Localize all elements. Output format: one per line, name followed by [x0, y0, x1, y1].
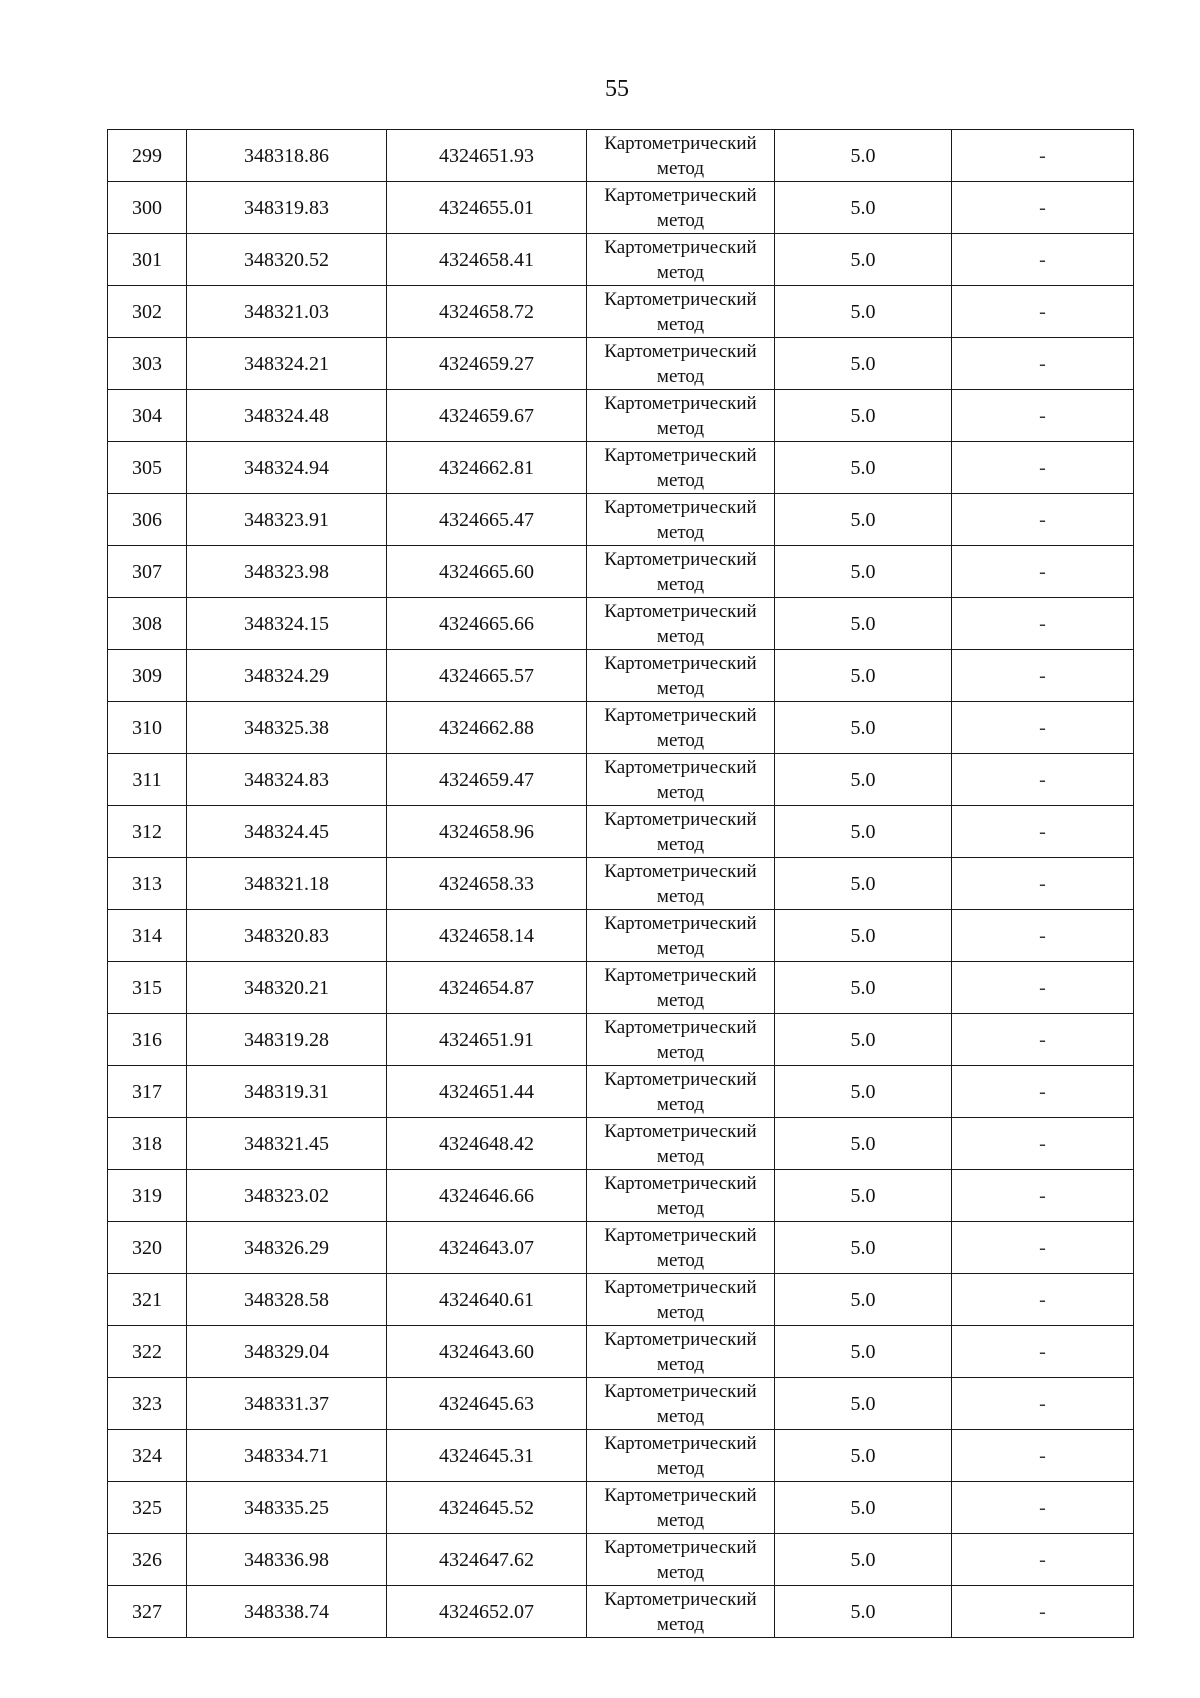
note-cell: - — [952, 130, 1134, 182]
note-cell: - — [952, 1534, 1134, 1586]
method-cell — [587, 546, 775, 598]
point-number-cell: 327 — [108, 1586, 187, 1638]
method-line-2: метод — [656, 210, 705, 231]
y-coordinate-cell: 4324665.60 — [387, 546, 587, 598]
x-coordinate-cell: 348328.58 — [187, 1274, 387, 1326]
accuracy-cell: 5.0 — [775, 1066, 952, 1118]
x-coordinate-cell: 348324.45 — [187, 806, 387, 858]
accuracy-cell: 5.0 — [775, 494, 952, 546]
y-coordinate-cell: 4324665.47 — [387, 494, 587, 546]
method-cell — [587, 1482, 775, 1534]
y-coordinate-cell: 4324640.61 — [387, 1274, 587, 1326]
note-cell: - — [952, 442, 1134, 494]
table-row — [108, 494, 1134, 546]
point-number-cell: 300 — [108, 182, 187, 234]
accuracy-cell: 5.0 — [775, 1378, 952, 1430]
table-row — [108, 1274, 1134, 1326]
method-cell — [587, 754, 775, 806]
y-coordinate-cell: 4324648.42 — [387, 1118, 587, 1170]
note-cell: - — [952, 650, 1134, 702]
y-coordinate-cell: 4324665.66 — [387, 598, 587, 650]
method-line-2: метод — [656, 938, 705, 959]
accuracy-cell: 5.0 — [775, 1482, 952, 1534]
y-coordinate-cell: 4324643.07 — [387, 1222, 587, 1274]
accuracy-cell: 5.0 — [775, 1326, 952, 1378]
y-coordinate-cell: 4324658.41 — [387, 234, 587, 286]
accuracy-cell: 5.0 — [775, 1014, 952, 1066]
y-coordinate-cell: 4324658.96 — [387, 806, 587, 858]
y-coordinate-cell: 4324659.67 — [387, 390, 587, 442]
method-cell — [587, 1326, 775, 1378]
table-row — [108, 1170, 1134, 1222]
method-line-1: Картометрический — [604, 237, 757, 258]
table-row — [108, 1378, 1134, 1430]
method-line-2: метод — [656, 1562, 705, 1583]
method-line-2: метод — [656, 834, 705, 855]
table-row — [108, 442, 1134, 494]
x-coordinate-cell: 348323.98 — [187, 546, 387, 598]
method-line-2: метод — [656, 1094, 705, 1115]
method-line-2: метод — [656, 730, 705, 751]
note-cell: - — [952, 1170, 1134, 1222]
point-number-cell: 305 — [108, 442, 187, 494]
table-row — [108, 650, 1134, 702]
method-line-2: метод — [656, 314, 705, 335]
method-line-2: метод — [656, 886, 705, 907]
note-cell: - — [952, 702, 1134, 754]
note-cell: - — [952, 546, 1134, 598]
x-coordinate-cell: 348324.83 — [187, 754, 387, 806]
method-line-1: Картометрический — [604, 185, 757, 206]
x-coordinate-cell: 348324.48 — [187, 390, 387, 442]
table-row — [108, 1430, 1134, 1482]
table-row — [108, 338, 1134, 390]
method-cell — [587, 910, 775, 962]
table-row — [108, 806, 1134, 858]
table-row — [108, 962, 1134, 1014]
x-coordinate-cell: 348324.94 — [187, 442, 387, 494]
table-row — [108, 910, 1134, 962]
method-cell — [587, 702, 775, 754]
method-cell — [587, 858, 775, 910]
y-coordinate-cell: 4324658.33 — [387, 858, 587, 910]
method-line-1: Картометрический — [604, 1173, 757, 1194]
method-line-1: Картометрический — [604, 1433, 757, 1454]
point-number-cell: 301 — [108, 234, 187, 286]
method-line-1: Картометрический — [604, 757, 757, 778]
point-number-cell: 309 — [108, 650, 187, 702]
method-line-1: Картометрический — [604, 497, 757, 518]
page-number: 55 — [605, 76, 629, 102]
method-line-1: Картометрический — [604, 1537, 757, 1558]
method-line-1: Картометрический — [604, 133, 757, 154]
method-cell — [587, 182, 775, 234]
point-number-cell: 318 — [108, 1118, 187, 1170]
table-row — [108, 390, 1134, 442]
table-row — [108, 182, 1134, 234]
table-row — [108, 702, 1134, 754]
x-coordinate-cell: 348321.18 — [187, 858, 387, 910]
method-cell — [587, 1274, 775, 1326]
point-number-cell: 326 — [108, 1534, 187, 1586]
accuracy-cell: 5.0 — [775, 1274, 952, 1326]
coordinates-table-body — [108, 130, 1134, 1638]
y-coordinate-cell: 4324646.66 — [387, 1170, 587, 1222]
x-coordinate-cell: 348329.04 — [187, 1326, 387, 1378]
method-line-1: Картометрический — [604, 653, 757, 674]
table-row — [108, 1586, 1134, 1638]
x-coordinate-cell: 348319.83 — [187, 182, 387, 234]
note-cell: - — [952, 338, 1134, 390]
note-cell: - — [952, 910, 1134, 962]
x-coordinate-cell: 348320.21 — [187, 962, 387, 1014]
point-number-cell: 320 — [108, 1222, 187, 1274]
y-coordinate-cell: 4324651.91 — [387, 1014, 587, 1066]
accuracy-cell: 5.0 — [775, 754, 952, 806]
y-coordinate-cell: 4324651.93 — [387, 130, 587, 182]
method-cell — [587, 1430, 775, 1482]
y-coordinate-cell: 4324659.47 — [387, 754, 587, 806]
coordinates-table — [107, 129, 1134, 1638]
accuracy-cell: 5.0 — [775, 910, 952, 962]
method-cell — [587, 1534, 775, 1586]
y-coordinate-cell: 4324645.31 — [387, 1430, 587, 1482]
y-coordinate-cell: 4324662.81 — [387, 442, 587, 494]
method-line-2: метод — [656, 626, 705, 647]
x-coordinate-cell: 348334.71 — [187, 1430, 387, 1482]
point-number-cell: 303 — [108, 338, 187, 390]
y-coordinate-cell: 4324647.62 — [387, 1534, 587, 1586]
table-row — [108, 1118, 1134, 1170]
method-line-1: Картометрический — [604, 549, 757, 570]
point-number-cell: 310 — [108, 702, 187, 754]
method-cell — [587, 1118, 775, 1170]
note-cell: - — [952, 1118, 1134, 1170]
note-cell: - — [952, 286, 1134, 338]
y-coordinate-cell: 4324655.01 — [387, 182, 587, 234]
method-line-1: Картометрический — [604, 341, 757, 362]
note-cell: - — [952, 1274, 1134, 1326]
y-coordinate-cell: 4324652.07 — [387, 1586, 587, 1638]
table-row — [108, 1326, 1134, 1378]
note-cell: - — [952, 390, 1134, 442]
method-line-2: метод — [656, 1302, 705, 1323]
method-cell — [587, 598, 775, 650]
accuracy-cell: 5.0 — [775, 1534, 952, 1586]
x-coordinate-cell: 348321.03 — [187, 286, 387, 338]
point-number-cell: 308 — [108, 598, 187, 650]
x-coordinate-cell: 348318.86 — [187, 130, 387, 182]
x-coordinate-cell: 348320.83 — [187, 910, 387, 962]
point-number-cell: 321 — [108, 1274, 187, 1326]
x-coordinate-cell: 348323.91 — [187, 494, 387, 546]
note-cell: - — [952, 754, 1134, 806]
method-line-2: метод — [656, 1198, 705, 1219]
table-row — [108, 598, 1134, 650]
point-number-cell: 323 — [108, 1378, 187, 1430]
point-number-cell: 313 — [108, 858, 187, 910]
note-cell: - — [952, 1014, 1134, 1066]
method-line-2: метод — [656, 1406, 705, 1427]
table-row — [108, 234, 1134, 286]
method-line-1: Картометрический — [604, 601, 757, 622]
point-number-cell: 325 — [108, 1482, 187, 1534]
accuracy-cell: 5.0 — [775, 702, 952, 754]
method-cell — [587, 1014, 775, 1066]
accuracy-cell: 5.0 — [775, 598, 952, 650]
note-cell: - — [952, 234, 1134, 286]
method-cell — [587, 962, 775, 1014]
point-number-cell: 299 — [108, 130, 187, 182]
note-cell: - — [952, 962, 1134, 1014]
point-number-cell: 316 — [108, 1014, 187, 1066]
method-line-2: метод — [656, 678, 705, 699]
note-cell: - — [952, 858, 1134, 910]
note-cell: - — [952, 182, 1134, 234]
accuracy-cell: 5.0 — [775, 1430, 952, 1482]
method-line-1: Картометрический — [604, 289, 757, 310]
method-line-1: Картометрический — [604, 861, 757, 882]
method-line-2: метод — [656, 1458, 705, 1479]
method-line-1: Картометрический — [604, 445, 757, 466]
accuracy-cell: 5.0 — [775, 650, 952, 702]
note-cell: - — [952, 1378, 1134, 1430]
method-line-2: метод — [656, 522, 705, 543]
method-cell — [587, 1066, 775, 1118]
table-row — [108, 858, 1134, 910]
method-cell — [587, 442, 775, 494]
x-coordinate-cell: 348336.98 — [187, 1534, 387, 1586]
accuracy-cell: 5.0 — [775, 286, 952, 338]
accuracy-cell: 5.0 — [775, 442, 952, 494]
table-row — [108, 546, 1134, 598]
x-coordinate-cell: 348320.52 — [187, 234, 387, 286]
x-coordinate-cell: 348324.21 — [187, 338, 387, 390]
note-cell: - — [952, 1326, 1134, 1378]
point-number-cell: 314 — [108, 910, 187, 962]
method-line-1: Картометрический — [604, 809, 757, 830]
method-line-1: Картометрический — [604, 965, 757, 986]
method-line-1: Картометрический — [604, 1277, 757, 1298]
point-number-cell: 312 — [108, 806, 187, 858]
y-coordinate-cell: 4324645.63 — [387, 1378, 587, 1430]
y-coordinate-cell: 4324645.52 — [387, 1482, 587, 1534]
accuracy-cell: 5.0 — [775, 338, 952, 390]
x-coordinate-cell: 348324.15 — [187, 598, 387, 650]
y-coordinate-cell: 4324651.44 — [387, 1066, 587, 1118]
point-number-cell: 304 — [108, 390, 187, 442]
x-coordinate-cell: 348323.02 — [187, 1170, 387, 1222]
method-line-1: Картометрический — [604, 1017, 757, 1038]
point-number-cell: 317 — [108, 1066, 187, 1118]
method-line-1: Картометрический — [604, 1121, 757, 1142]
table-row — [108, 1222, 1134, 1274]
accuracy-cell: 5.0 — [775, 858, 952, 910]
x-coordinate-cell: 348321.45 — [187, 1118, 387, 1170]
method-line-2: метод — [656, 1354, 705, 1375]
method-line-2: метод — [656, 1042, 705, 1063]
table-row — [108, 286, 1134, 338]
y-coordinate-cell: 4324659.27 — [387, 338, 587, 390]
accuracy-cell: 5.0 — [775, 234, 952, 286]
method-line-2: метод — [656, 418, 705, 439]
method-cell — [587, 390, 775, 442]
point-number-cell: 322 — [108, 1326, 187, 1378]
point-number-cell: 315 — [108, 962, 187, 1014]
x-coordinate-cell: 348324.29 — [187, 650, 387, 702]
method-cell — [587, 338, 775, 390]
method-line-1: Картометрический — [604, 705, 757, 726]
point-number-cell: 324 — [108, 1430, 187, 1482]
method-cell — [587, 1586, 775, 1638]
note-cell: - — [952, 1066, 1134, 1118]
method-line-1: Картометрический — [604, 1485, 757, 1506]
y-coordinate-cell: 4324662.88 — [387, 702, 587, 754]
method-line-2: метод — [656, 158, 705, 179]
point-number-cell: 306 — [108, 494, 187, 546]
method-line-2: метод — [656, 470, 705, 491]
note-cell: - — [952, 494, 1134, 546]
method-line-1: Картометрический — [604, 393, 757, 414]
accuracy-cell: 5.0 — [775, 1118, 952, 1170]
method-cell — [587, 806, 775, 858]
note-cell: - — [952, 806, 1134, 858]
table-row — [108, 130, 1134, 182]
accuracy-cell: 5.0 — [775, 806, 952, 858]
method-line-1: Картометрический — [604, 1381, 757, 1402]
x-coordinate-cell: 348335.25 — [187, 1482, 387, 1534]
method-line-1: Картометрический — [604, 1069, 757, 1090]
table-row — [108, 754, 1134, 806]
y-coordinate-cell: 4324643.60 — [387, 1326, 587, 1378]
method-line-2: метод — [656, 574, 705, 595]
method-line-2: метод — [656, 782, 705, 803]
note-cell: - — [952, 1482, 1134, 1534]
table-row — [108, 1014, 1134, 1066]
y-coordinate-cell: 4324654.87 — [387, 962, 587, 1014]
method-line-1: Картометрический — [604, 1329, 757, 1350]
accuracy-cell: 5.0 — [775, 962, 952, 1014]
x-coordinate-cell: 348325.38 — [187, 702, 387, 754]
method-line-2: метод — [656, 262, 705, 283]
accuracy-cell: 5.0 — [775, 546, 952, 598]
accuracy-cell: 5.0 — [775, 1222, 952, 1274]
method-cell — [587, 130, 775, 182]
method-line-1: Картометрический — [604, 1589, 757, 1610]
method-cell — [587, 1378, 775, 1430]
x-coordinate-cell: 348319.31 — [187, 1066, 387, 1118]
method-line-2: метод — [656, 1510, 705, 1531]
method-line-2: метод — [656, 366, 705, 387]
point-number-cell: 311 — [108, 754, 187, 806]
x-coordinate-cell: 348331.37 — [187, 1378, 387, 1430]
x-coordinate-cell: 348319.28 — [187, 1014, 387, 1066]
point-number-cell: 307 — [108, 546, 187, 598]
y-coordinate-cell: 4324658.72 — [387, 286, 587, 338]
method-cell — [587, 286, 775, 338]
y-coordinate-cell: 4324658.14 — [387, 910, 587, 962]
x-coordinate-cell: 348338.74 — [187, 1586, 387, 1638]
method-cell — [587, 494, 775, 546]
x-coordinate-cell: 348326.29 — [187, 1222, 387, 1274]
table-row — [108, 1482, 1134, 1534]
note-cell: - — [952, 1222, 1134, 1274]
table-row — [108, 1066, 1134, 1118]
point-number-cell: 302 — [108, 286, 187, 338]
accuracy-cell: 5.0 — [775, 1170, 952, 1222]
table-row — [108, 1534, 1134, 1586]
note-cell: - — [952, 1430, 1134, 1482]
method-line-1: Картометрический — [604, 1225, 757, 1246]
method-cell — [587, 234, 775, 286]
method-line-2: метод — [656, 1250, 705, 1271]
method-cell — [587, 1170, 775, 1222]
method-line-2: метод — [656, 990, 705, 1011]
note-cell: - — [952, 1586, 1134, 1638]
method-cell — [587, 1222, 775, 1274]
accuracy-cell: 5.0 — [775, 390, 952, 442]
y-coordinate-cell: 4324665.57 — [387, 650, 587, 702]
accuracy-cell: 5.0 — [775, 1586, 952, 1638]
point-number-cell: 319 — [108, 1170, 187, 1222]
method-line-2: метод — [656, 1146, 705, 1167]
accuracy-cell: 5.0 — [775, 182, 952, 234]
note-cell: - — [952, 598, 1134, 650]
method-line-1: Картометрический — [604, 913, 757, 934]
accuracy-cell: 5.0 — [775, 130, 952, 182]
method-line-2: метод — [656, 1614, 705, 1635]
method-cell — [587, 650, 775, 702]
